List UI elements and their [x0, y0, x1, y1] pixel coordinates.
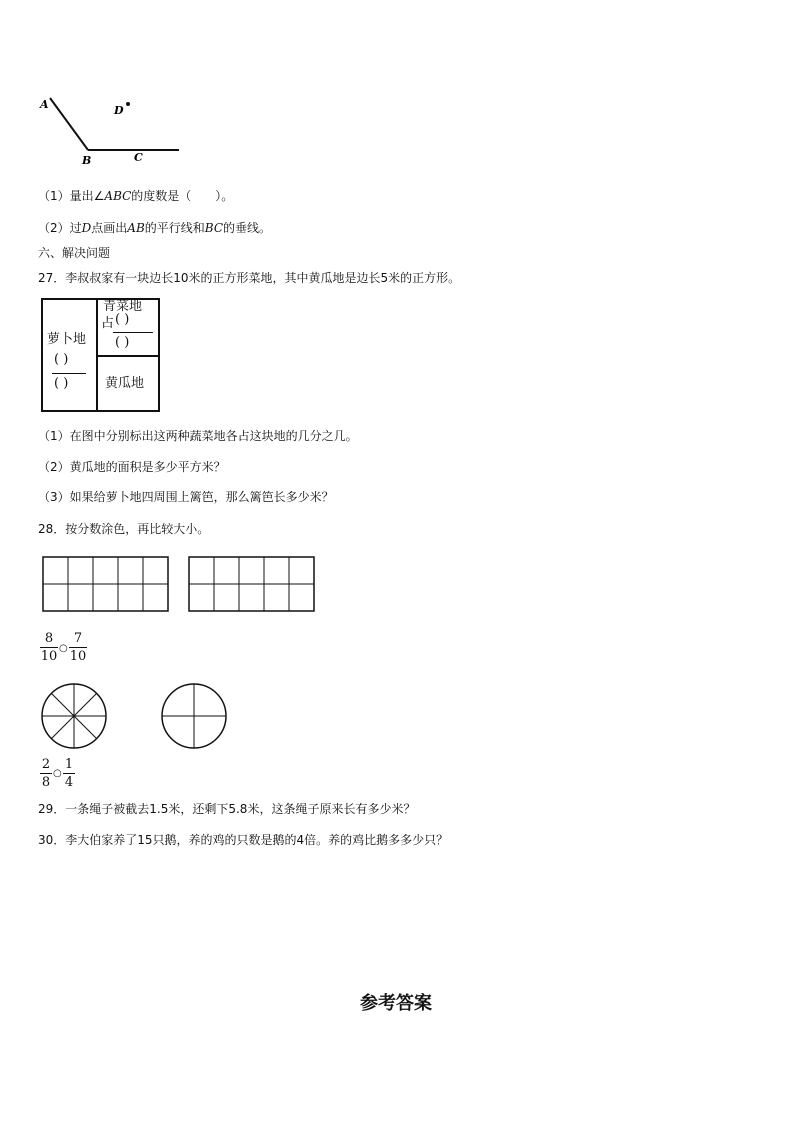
- compare1-a-numerator: 8: [44, 631, 54, 646]
- section-heading: 六、解决问题: [38, 246, 111, 260]
- circle-quarters: [160, 682, 228, 750]
- compare2-fraction-b: [63, 757, 75, 790]
- radish-fraction-bar: [52, 373, 86, 374]
- radish-blank-bottom[interactable]: ( ): [54, 376, 69, 391]
- q26-part2-var2: AB: [127, 221, 145, 235]
- greens-blank-bottom[interactable]: ( ): [115, 335, 130, 350]
- q26-part1-prefix: （1）量出∠: [38, 189, 105, 203]
- compare2-circle-blank[interactable]: ○: [53, 768, 62, 779]
- q28-text: 28．按分数涂色，再比较大小。: [38, 522, 210, 536]
- answer-key-title: 参考答案: [360, 993, 432, 1014]
- q27-sub2: （2）黄瓜地的面积是多少平方米？: [38, 460, 226, 474]
- radish-label: 萝卜地: [47, 332, 87, 347]
- label-a: A: [40, 98, 49, 111]
- compare1-b-denominator: 10: [69, 649, 87, 664]
- compare1-fraction-b: [69, 631, 87, 664]
- cucumber-label: 黄瓜地: [105, 376, 145, 391]
- compare1-b-bar: [69, 647, 87, 648]
- label-b: B: [82, 154, 92, 167]
- q26-part2-suffix: 的垂线。: [223, 221, 272, 235]
- point-d: [126, 102, 130, 106]
- q26-part2-var3: BC: [204, 221, 224, 235]
- angle-figure: [36, 90, 186, 170]
- q26-part2-mid2: 的平行线和: [144, 221, 205, 235]
- q26-part2-prefix: （2）过: [38, 221, 82, 235]
- garden-divider-horizontal: [96, 355, 160, 357]
- q29-text: 29．一条绳子被截去1.5米，还剩下5.8米，这条绳子原来长有多少米？: [38, 802, 416, 816]
- ray-ba: [50, 98, 88, 150]
- compare2-a-numerator: 2: [41, 757, 51, 772]
- compare1-fraction-a: [40, 631, 58, 664]
- compare2-b-denominator: 4: [64, 775, 74, 790]
- grid-right: [188, 556, 316, 613]
- q26-part1: [38, 188, 233, 204]
- q26-part2-var1: D: [81, 221, 92, 235]
- compare1-a-denominator: 10: [40, 649, 58, 664]
- q26-part2: [38, 220, 271, 236]
- compare2-fraction-a: [40, 757, 52, 790]
- label-d: D: [114, 104, 124, 117]
- label-c: C: [134, 151, 143, 164]
- compare1-circle-blank[interactable]: ○: [59, 643, 68, 654]
- compare1-b-numerator: 7: [73, 631, 83, 646]
- q26-part1-suffix: 的度数是（ ）。: [131, 189, 234, 203]
- compare2-b-bar: [63, 773, 75, 774]
- q27-sub3: （3）如果给萝卜地四周围上篱笆，那么篱笆长多少米？: [38, 490, 334, 504]
- grid-left: [42, 556, 170, 613]
- radish-blank-top[interactable]: ( ): [54, 352, 69, 367]
- q26-part2-mid1: 点画出: [91, 221, 128, 235]
- q30-text: 30．李大伯家养了15只鹅，养的鸡的只数是鹅的4倍。养的鸡比鹅多多少只？: [38, 833, 449, 847]
- greens-blank-top[interactable]: ( ): [115, 312, 130, 327]
- q27-sub1: （1）在图中分别标出这两种蔬菜地各占这块地的几分之几。: [38, 429, 358, 443]
- circle-eighths: [40, 682, 108, 750]
- garden-figure: [41, 298, 160, 412]
- greens-label-2: 占: [101, 316, 115, 331]
- compare2-a-denominator: 8: [41, 775, 51, 790]
- greens-label-1: 青菜地: [103, 299, 143, 314]
- q27-text: 27．李叔叔家有一块边长10米的正方形菜地，其中黄瓜地是边长5米的正方形。: [38, 271, 461, 285]
- greens-fraction-bar: [113, 332, 153, 333]
- q26-part1-var: ABC: [104, 189, 132, 203]
- compare2-b-numerator: 1: [64, 757, 74, 772]
- compare2-a-bar: [40, 773, 52, 774]
- compare1-a-bar: [40, 647, 58, 648]
